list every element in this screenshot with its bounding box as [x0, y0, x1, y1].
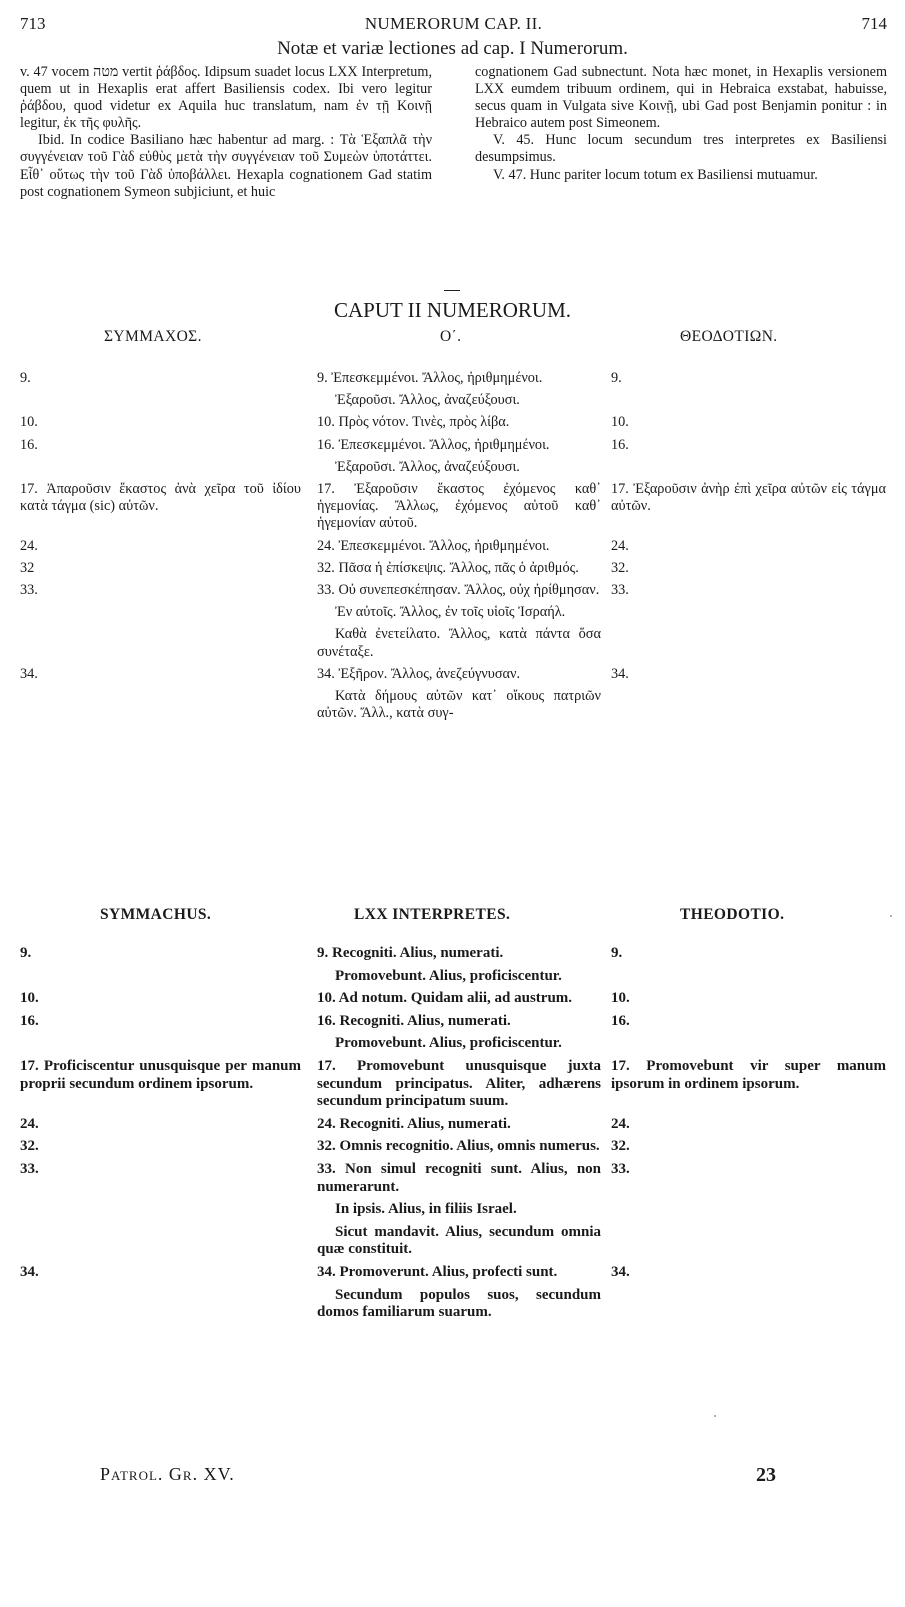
theodotion-cell	[611, 604, 886, 621]
theodotion-cell: 24.	[611, 537, 629, 554]
symmachus-cell: 24.	[20, 1115, 39, 1132]
lxx-cell: In ipsis. Alius, in filiis Israel.	[335, 1201, 517, 1218]
symmachus-cell	[20, 688, 305, 722]
lxx-cell: Κατὰ δήμους αὐτῶν κατ᾽ οἴκους πατριῶν αὐτῶν. Ἄλλ., κατὰ συγ-	[317, 688, 601, 722]
theodotion-cell	[611, 392, 886, 409]
parallel-row	[20, 1013, 886, 1031]
notes-left-column	[20, 64, 432, 201]
symmachus-cell	[20, 1201, 305, 1219]
lxx-cell: 32. Omnis recognitio. Alius, omnis numerus.	[317, 1138, 600, 1155]
symmachus-cell	[20, 392, 305, 409]
lxx-cell: Promovebunt. Alius, proficiscentur.	[335, 1035, 562, 1052]
running-header	[20, 14, 887, 36]
greek-header-theodotion: ΘΕΟΔΟΤΙΩΝ.	[680, 328, 778, 345]
symmachus-cell: 32.	[20, 1138, 39, 1155]
lxx-cell: 24. Recogniti. Alius, numerati.	[317, 1115, 511, 1132]
theodotion-cell	[611, 1035, 886, 1053]
parallel-row	[20, 968, 886, 986]
chapter-title: CAPUT II NUMERORUM.	[333, 298, 572, 322]
theodotion-cell: 34.	[611, 1263, 630, 1280]
symmachus-cell	[20, 1287, 305, 1322]
parallel-row	[20, 1224, 886, 1259]
parallel-row	[20, 560, 886, 577]
parallel-row	[20, 945, 886, 963]
latin-header-symmachus: SYMMACHUS.	[100, 906, 212, 923]
lxx-cell: Promovebunt. Alius, proficiscentur.	[335, 967, 562, 984]
symmachus-cell: 9.	[20, 370, 31, 386]
symmachus-cell	[20, 1035, 305, 1053]
symmachus-cell: 16.	[20, 436, 38, 453]
footer-volume: Patrol. Gr. XV.	[100, 1464, 235, 1484]
lxx-cell: 33. Non simul recogniti sunt. Alius, non numerarunt.	[317, 1160, 601, 1195]
lxx-cell: 17. Promovebunt unusquisque juxta secundum principatus. Aliter, adhærens secundum principatum suum.	[317, 1057, 601, 1110]
lxx-cell: 9. Recogniti. Alius, numerati.	[317, 945, 504, 961]
lxx-cell: 16. Recogniti. Alius, numerati.	[317, 1012, 511, 1029]
theodotion-cell: 17. Promovebunt vir super manum ipsorum in ordinem ipsorum.	[611, 1057, 886, 1092]
latin-header-lxx: LXX INTERPRETES.	[354, 906, 511, 923]
lxx-cell: 33. Οὐ συνεπεσκέπησαν. Ἄλλος, οὐχ ἠρίθμησαν.	[317, 582, 600, 599]
theodotion-cell: 34.	[611, 665, 629, 682]
lxx-cell: 10. Πρὸς νότον. Τινὲς, πρὸς λίβα.	[317, 414, 510, 431]
symmachus-cell	[20, 604, 305, 621]
notes-block	[20, 64, 886, 264]
lxx-cell: Ἐν αὐτοῖς. Ἄλλος, ἐν τοῖς υἱοῖς Ἰσραήλ.	[335, 604, 566, 621]
parallel-row	[20, 1116, 886, 1134]
lxx-cell: 32. Πᾶσα ἡ ἐπίσκεψις. Ἄλλος, πᾶς ὁ ἀριθμός.	[317, 559, 579, 576]
lxx-cell: Καθὰ ἐνετείλατο. Ἄλλος, κατὰ πάντα ὅσα συνέταξε.	[317, 626, 601, 660]
parallel-row	[20, 414, 886, 431]
lxx-cell: Secundum populos suos, secundum domos familiarum suarum.	[317, 1286, 601, 1321]
theodotion-cell: 9.	[611, 945, 623, 961]
footer-signature: 23	[756, 1464, 776, 1486]
parallel-row	[20, 1201, 886, 1219]
theodotion-cell: 16.	[611, 436, 629, 453]
theodotion-cell: 33.	[611, 1160, 630, 1177]
theodotion-cell: 32.	[611, 559, 629, 576]
parallel-row	[20, 1035, 886, 1053]
lxx-cell: Ἐξαροῦσι. Ἄλλος, ἀναζεύξουσι.	[335, 458, 520, 475]
parallel-row	[20, 370, 886, 387]
lxx-cell: 34. Ἐξῆρον. Ἄλλος, ἀνεζεύγνυσαν.	[317, 665, 521, 682]
parallel-row	[20, 392, 886, 409]
symmachus-cell: 24.	[20, 537, 38, 554]
lxx-cell: 17. Ἐξαροῦσιν ἕκαστος ἐχόμενος καθ᾽ ἡγεμονίας. Ἄλλως, ἐχόμενος αὐτοῦ καθ᾽ ἡγεμονίαν αὐτοῦ.	[317, 481, 601, 532]
note-paragraph: Ibid. In codice Basiliano hæc habentur ad marg. : Τὰ Ἑξαπλᾶ τὴν συγγένειαν τοῦ Γὰδ εὐθὺς μετὰ τὴν συγγένειαν τοῦ Συμεὼν ὑποτάττει. Εἶθ᾽ οὕτως τὴν τοῦ Γὰδ ὑποβάλλει. Hexapla cognationem Gad statim post cognationem Symeon subjiciunt, et huic	[20, 132, 432, 200]
symmachus-cell	[20, 1224, 305, 1259]
theodotion-cell: 24.	[611, 1115, 630, 1132]
parallel-row	[20, 1287, 886, 1322]
parallel-row	[20, 666, 886, 683]
theodotion-cell: 10.	[611, 990, 630, 1007]
symmachus-cell: 10.	[20, 414, 38, 431]
scan-speck	[714, 1415, 716, 1417]
theodotion-cell: 33.	[611, 582, 629, 599]
theodotion-cell: 16.	[611, 1012, 630, 1029]
greek-parallel-columns	[20, 370, 886, 722]
latin-parallel-columns	[20, 945, 886, 1322]
page-number-right: 714	[861, 14, 887, 33]
theodotion-cell	[611, 968, 886, 986]
lxx-cell: 10. Ad notum. Quidam alii, ad austrum.	[317, 990, 573, 1007]
symmachus-cell: 34.	[20, 1263, 39, 1280]
running-title: NUMERORUM CAP. II.	[364, 14, 543, 33]
symmachus-cell: 33.	[20, 1160, 39, 1177]
lxx-cell: 34. Promoverunt. Alius, profecti sunt.	[317, 1263, 558, 1280]
lxx-cell: Sicut mandavit. Alius, secundum omnia quæ constituit.	[317, 1223, 601, 1258]
symmachus-cell: 10.	[20, 990, 39, 1007]
theodotion-cell: 32.	[611, 1138, 630, 1155]
theodotion-cell	[611, 1287, 886, 1322]
scan-speck	[890, 915, 892, 917]
greek-header-symmachus: ΣΥΜΜΑΧΟΣ.	[104, 328, 202, 345]
symmachus-cell: 17. Ἀπαροῦσιν ἕκαστος ἀνὰ χεῖρα τοῦ ἰδίου κατὰ τάγμα (sic) αὐτῶν.	[20, 481, 301, 515]
theodotion-cell	[611, 1201, 886, 1219]
note-paragraph: cognationem Gad subnectunt. Nota hæc monet, in Hexaplis versionem LXX eumdem tribuum ordinem, qui in Hebraica exstabat, habuisse, secus quam in Vulgata sive Κοινῇ, ubi Gad post Benjamin ponitur : in Hebraico autem post Simeonem.	[475, 64, 887, 132]
parallel-row	[20, 1058, 886, 1111]
notes-title: Notæ et variæ lectiones ad cap. I Numerorum.	[277, 38, 628, 59]
latin-header-theodotio: THEODOTIO.	[680, 906, 785, 923]
parallel-row	[20, 990, 886, 1008]
parallel-row	[20, 582, 886, 599]
note-paragraph: v. 47 vocem מטה vertit ῥάβδος. Idipsum suadet locus LXX Interpretum, quem ut in Hexaplis erat affert Basiliensis codex. Ibi vero legitur ῥάβδου, quod videtur ex Aquila huc translatum, nam ἐν τῇ Κοινῇ legitur, ἐκ τῆς φυλῆς.	[20, 64, 432, 132]
section-divider	[444, 290, 460, 291]
parallel-row	[20, 1138, 886, 1156]
note-paragraph: V. 45. Hunc locum secundum tres interpretes ex Basiliensi desumpsimus.	[475, 132, 887, 166]
symmachus-cell: 9.	[20, 945, 32, 961]
parallel-row	[20, 604, 886, 621]
page-footer	[0, 1464, 905, 1494]
theodotion-cell	[611, 1224, 886, 1259]
symmachus-cell: 16.	[20, 1012, 39, 1029]
note-paragraph: V. 47. Hunc pariter locum totum ex Basiliensi mutuamur.	[493, 166, 818, 183]
lxx-cell: 9. Ἐπεσκεμμένοι. Ἄλλος, ἠριθμημένοι.	[317, 370, 543, 386]
theodotion-cell: 17. Ἐξαροῦσιν ἀνὴρ ἐπὶ χεῖρα αὐτῶν εἰς τάγμα αὐτῶν.	[611, 481, 886, 515]
lxx-cell: Ἐξαροῦσι. Ἄλλος, ἀναζεύξουσι.	[335, 392, 520, 409]
theodotion-cell: 10.	[611, 414, 629, 431]
parallel-row	[20, 1161, 886, 1196]
theodotion-cell	[611, 459, 886, 476]
greek-header-lxx: Ο΄.	[440, 328, 462, 345]
symmachus-cell	[20, 459, 305, 476]
parallel-row	[20, 1264, 886, 1282]
parallel-row	[20, 626, 886, 660]
parallel-row	[20, 459, 886, 476]
symmachus-cell: 33.	[20, 582, 38, 599]
symmachus-cell: 32	[20, 559, 35, 576]
notes-right-column	[475, 64, 887, 184]
parallel-row	[20, 538, 886, 555]
theodotion-cell	[611, 626, 886, 660]
symmachus-cell	[20, 626, 305, 660]
symmachus-cell	[20, 968, 305, 986]
page-number-left: 713	[20, 14, 46, 33]
lxx-cell: 16. Ἐπεσκεμμένοι. Ἄλλος, ἠριθμημένοι.	[317, 436, 550, 453]
theodotion-cell: 9.	[611, 370, 622, 386]
parallel-row	[20, 437, 886, 454]
parallel-row	[20, 688, 886, 722]
symmachus-cell: 34.	[20, 665, 38, 682]
parallel-row	[20, 481, 886, 533]
symmachus-cell: 17. Proficiscentur unusquisque per manum proprii secundum ordinem ipsorum.	[20, 1057, 301, 1092]
theodotion-cell	[611, 688, 886, 722]
lxx-cell: 24. Ἐπεσκεμμένοι. Ἄλλος, ἠριθμημένοι.	[317, 537, 550, 554]
